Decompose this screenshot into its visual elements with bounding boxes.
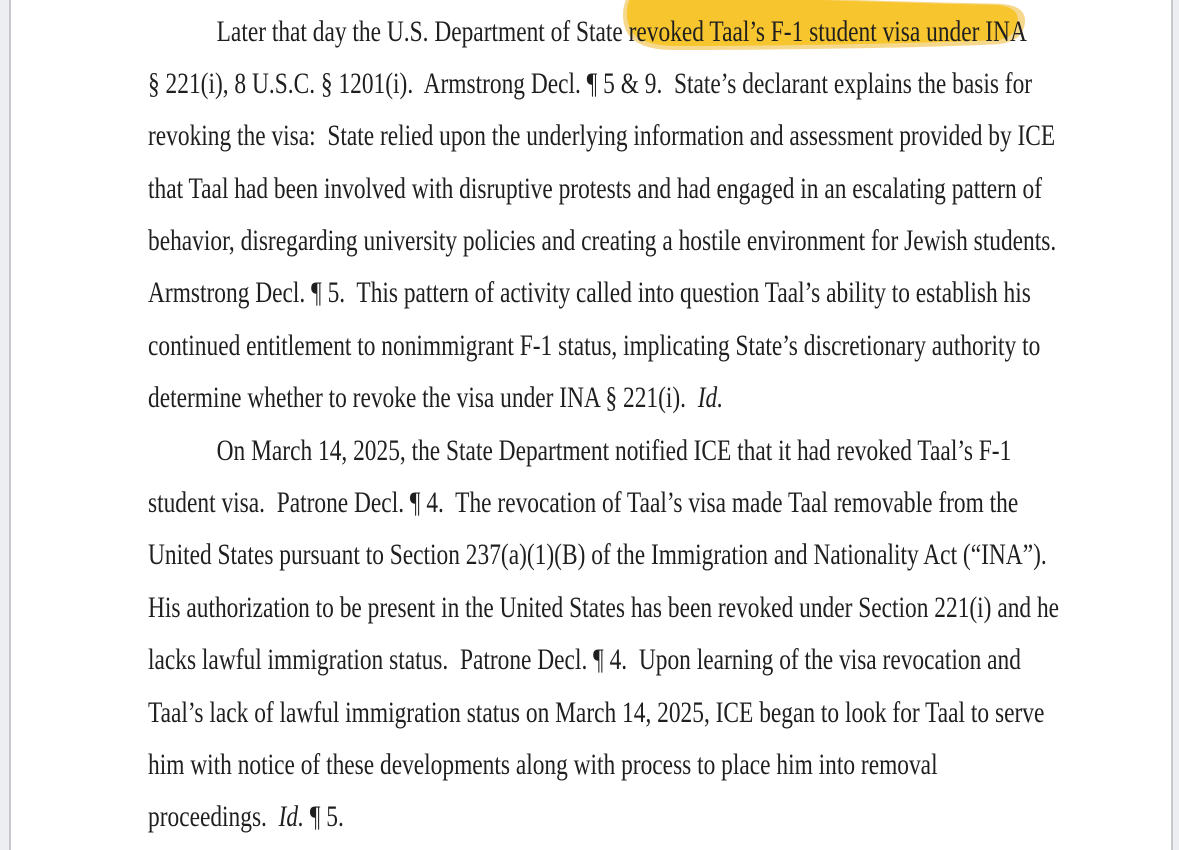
text-segment: proceedings. bbox=[148, 800, 279, 834]
document-line bbox=[148, 267, 1179, 319]
text-segment: student visa. Patrone Decl. ¶ 4. The revocation of Taal’s visa made Taal removable from the bbox=[148, 486, 1019, 520]
text-segment: Later that day the U.S. Department of State bbox=[216, 14, 629, 48]
text-segment: continued entitlement to nonimmigrant F-1 status, implicating State’s discretionary authority to bbox=[148, 328, 1041, 362]
citation-italic: Id. bbox=[697, 381, 724, 415]
citation-italic: Id. bbox=[278, 800, 304, 834]
text-segment: His authorization to be present in the United States has been revoked under Section 221(i) and he bbox=[148, 590, 1060, 624]
document-line bbox=[148, 320, 1179, 372]
text-segment: On March 14, 2025, the State Department notified ICE that it had revoked Taal’s F-1 bbox=[216, 433, 1012, 467]
text-segment: lacks lawful immigration status. Patrone Decl. ¶ 4. Upon learning of the visa revocation and bbox=[148, 643, 1021, 677]
document-line bbox=[148, 477, 1179, 529]
text-segment: Armstrong Decl. ¶ 5. This pattern of activity called into question Taal’s ability to establish his bbox=[148, 276, 1031, 310]
document-line bbox=[148, 529, 1179, 581]
document-line bbox=[148, 739, 1179, 791]
document-line bbox=[148, 215, 1179, 267]
document-line bbox=[148, 163, 1179, 215]
document-text bbox=[148, 6, 1179, 844]
document-line bbox=[148, 110, 1179, 162]
document-line bbox=[148, 791, 1179, 843]
highlighted-text bbox=[629, 6, 1027, 58]
document-line bbox=[148, 582, 1179, 634]
text-segment: that Taal had been involved with disruptive protests and had engaged in an escalating pattern of bbox=[148, 171, 1043, 205]
text-segment: Taal’s lack of lawful immigration status on March 14, 2025, ICE began to look for Taal to serve bbox=[148, 695, 1045, 729]
document-line bbox=[148, 425, 1179, 477]
document-line bbox=[148, 372, 1179, 424]
text-segment: ¶ 5. bbox=[303, 800, 344, 834]
document-line bbox=[148, 687, 1179, 739]
document-line bbox=[148, 6, 1179, 58]
text-segment: him with notice of these developments along with process to place him into removal bbox=[148, 747, 938, 781]
text-segment: United States pursuant to Section 237(a)(1)(B) of the Immigration and Nationality Act (“INA”). bbox=[148, 538, 1047, 572]
text-segment: determine whether to revoke the visa under INA § 221(i). bbox=[148, 381, 698, 415]
document-page bbox=[9, 0, 1173, 850]
document-line bbox=[148, 634, 1179, 686]
highlighted-text-content: revoked Taal’s F-1 student visa under INA bbox=[628, 14, 1027, 48]
text-segment: revoking the visa: State relied upon the underlying information and assessment provided by ICE bbox=[148, 119, 1056, 153]
text-segment: behavior, disregarding university policies and creating a hostile environment for Jewish students. bbox=[148, 224, 1057, 258]
document-line bbox=[148, 58, 1179, 110]
text-segment: § 221(i), 8 U.S.C. § 1201(i). Armstrong Decl. ¶ 5 & 9. State’s declarant explains the basis for bbox=[148, 66, 1033, 100]
